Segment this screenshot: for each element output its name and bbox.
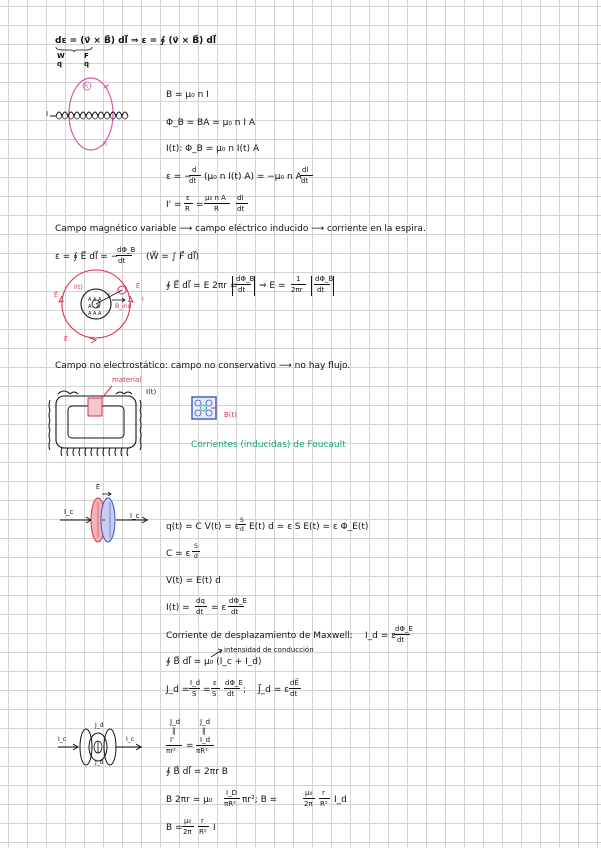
foucault-caption: Corrientes (inducidas) de Foucault	[191, 440, 346, 450]
current-density-sep: ;	[243, 685, 247, 695]
field-inner-d1: 2π	[183, 828, 192, 836]
voltage-eq: V(t) = E(t) d	[166, 576, 221, 586]
circulation-eq-n2: 1	[296, 275, 301, 283]
circ-density-top: J_d	[95, 722, 104, 729]
ampere-maxwell-eq: ∮ B⃗ dl⃗ = μ₀ (I_c + I_d)	[166, 657, 262, 667]
capacitor-figure	[58, 490, 158, 550]
ampere-inner-eq-lhs: B 2πr = μ₀	[166, 795, 213, 805]
solenoid-loop-figure	[46, 76, 156, 156]
flux-time-eq: I(t): Φ_B = μ₀ n I(t) A	[166, 144, 260, 154]
emf-definition: dε = (v⃗ × B⃗) dl⃗ ⇒ ε = ∮ (v⃗ × B⃗) dl⃗	[55, 36, 216, 46]
faraday-eq-lhs: ε = ∮ E⃗ dl⃗ = −	[55, 252, 119, 262]
field-inner-d2: R²	[199, 828, 207, 836]
stack-n1: I'	[170, 736, 174, 744]
svg-text:A A A: A A A	[88, 311, 102, 317]
current-eq-n1: ε	[186, 194, 190, 202]
capacitance-eq-num: S	[194, 543, 198, 550]
circulation-eq-den: dt	[238, 286, 246, 294]
charge-eq-rest: E(t) d = ε S E(t) = ε Φ_E(t)	[249, 522, 369, 532]
svg-text:A A A: A A A	[88, 297, 102, 303]
ampere-inner-mid: πr²; B =	[242, 795, 278, 805]
induced-field-label: B_ind	[115, 303, 132, 310]
current-density-n1: I_d	[190, 679, 201, 687]
emf-eq-d: d	[192, 166, 197, 174]
conduction-current-right: I_c	[130, 512, 140, 520]
current-charge-eq-lhs: I(t) =	[166, 603, 190, 613]
time-current-label: I(t)	[74, 284, 83, 291]
circ-density-bottom: J_d	[95, 759, 104, 766]
circulation-eq-num: dΦ_B	[236, 275, 255, 283]
emf-eq-dI: dI	[302, 166, 309, 174]
ampere-inner-end: I_d	[334, 795, 347, 805]
emf-eq-dt2: dt	[301, 177, 309, 185]
capacitance-eq-lhs: C = ε	[166, 549, 191, 559]
induced-field-figure	[50, 266, 160, 346]
material-label: material	[112, 376, 142, 384]
charge-eq-num: S	[240, 517, 244, 524]
faraday-eq-num: dΦ_B	[117, 246, 136, 254]
ampere-inner-d3: R²	[320, 800, 328, 808]
ampere-inner-n: I_D	[226, 789, 237, 797]
current-density-n4: dE⃗	[290, 679, 299, 687]
fraction-w-den: q	[57, 60, 63, 68]
varying-field-label: B(t)	[224, 411, 238, 419]
induced-current-label: I'	[106, 84, 110, 91]
current-density-d1: S	[192, 690, 197, 698]
field-inner-n1: μ₀	[184, 817, 192, 825]
current-eq-n2: μ₀ n A	[205, 194, 226, 202]
ampere-inner-n3: r	[322, 789, 325, 797]
current-eq-d3: dt	[237, 205, 245, 213]
field-inner-eq-lhs: B =	[166, 823, 183, 833]
emf-eq-lhs: ε = −	[166, 172, 192, 182]
circulation-eq-d3: dt	[317, 286, 325, 294]
faraday-eq-den: dt	[118, 257, 126, 265]
flux-eq: Φ_B = BA = μ₀ n I A	[166, 118, 256, 128]
ampere-inner-d2: 2π	[304, 800, 313, 808]
conduction-current-left: I_c	[64, 508, 74, 516]
svg-text:A · A: A · A	[88, 304, 100, 310]
ampere-inner-d: πR²	[224, 800, 236, 808]
stack-equal-left: ‖	[172, 727, 176, 735]
current-density-d2: S	[212, 690, 217, 698]
circulation-eq-lhs: ∮ E⃗ dl⃗ = E 2πr =	[166, 281, 238, 291]
emf-eq-mid: (μ₀ n I(t) A) = −μ₀ n A	[204, 172, 302, 182]
current-density-n2: ε	[213, 679, 217, 687]
current-density-n3: dΦ_E	[225, 679, 243, 687]
coil-current-label: I	[46, 110, 49, 118]
circ-conduction-left: I_c	[58, 736, 67, 743]
circulation-eq-n3: dΦ_B	[315, 275, 334, 283]
field-inner-n2: r	[201, 817, 204, 825]
conduction-note: intensidad de conducción	[224, 646, 314, 654]
current-eq-d2: R	[214, 205, 219, 213]
current-direction-label: I	[142, 296, 144, 303]
radius-label: r	[108, 292, 111, 299]
current-eq-lhs: I' =	[166, 200, 182, 210]
loop-resistance-label: R	[103, 141, 108, 148]
circ-conduction-right: I_c	[126, 736, 135, 743]
ampere-inner-n2: μ₀	[305, 789, 313, 797]
current-density-d4: dt	[290, 690, 298, 698]
current-charge-eq-den2: dt	[231, 608, 239, 616]
current-charge-eq-num2: dΦ_E	[229, 597, 247, 605]
stack-n2: I_d	[200, 736, 211, 744]
current-density-eq-lhs: J_d =	[166, 685, 190, 695]
current-charge-eq-num: dq	[196, 597, 205, 605]
stack-d2: πR²	[196, 747, 208, 755]
current-density-d3: dt	[227, 690, 235, 698]
displacement-eq-num: dΦ_E	[395, 625, 413, 633]
circulation-eq-d2: 2πr	[291, 286, 303, 294]
displacement-current-eq: I_d = ε	[365, 631, 396, 641]
work-note: (W⃗ = ∫ F⃗ dl⃗)	[146, 252, 199, 262]
current-charge-eq-mid: = ε	[211, 603, 227, 613]
fraction-f-num: F	[84, 52, 89, 60]
current-density-eq: =	[203, 685, 211, 695]
displacement-eq-den: dt	[397, 636, 405, 644]
current-eq-eq: =	[196, 200, 204, 210]
current-eq-n3: dI	[237, 194, 244, 202]
capacitance-eq-den: d	[194, 553, 198, 560]
charge-eq-den: d	[240, 526, 244, 533]
field-arrow-bottom-label: E⃗	[64, 336, 68, 343]
maxwell-text: Corriente de desplazamiento de Maxwell:	[166, 631, 353, 641]
fraction-w-num: W	[57, 52, 65, 60]
induction-sentence: Campo magnético variable ⟶ campo eléctrico inducido ⟶ corriente en la espira.	[55, 224, 426, 234]
charge-eq: q(t) = C V(t) = ε	[166, 522, 240, 532]
emf-eq-dt: dt	[189, 177, 197, 185]
toroid-current-label: I(t)	[146, 388, 157, 396]
field-solenoid-eq: B = μ₀ n I	[166, 90, 209, 100]
current-eq-d1: R	[185, 205, 190, 213]
eddy-currents-square	[191, 396, 219, 422]
current-density-vector: J⃗_d = ε	[258, 685, 289, 695]
stack-equal-right: ‖	[202, 727, 206, 735]
capacitor-field-label: E⃗	[96, 484, 100, 491]
stack-top-left: J_d	[170, 718, 181, 726]
nonconservative-sentence: Campo no electrostático: campo no conservativo ⟶ no hay flujo.	[55, 361, 351, 371]
fraction-f-den: q	[84, 60, 90, 68]
stack-top-right: J_d	[200, 718, 211, 726]
stack-eq-sign: =	[186, 741, 194, 751]
field-arrow-left-label: E⃗	[54, 292, 58, 299]
loop-radius-label: R	[84, 83, 89, 90]
stack-d1: πr²	[166, 747, 176, 755]
field-inner-end: I	[213, 823, 216, 833]
circulation-eq-mid: ⇒ E =	[259, 281, 286, 291]
current-charge-eq-den: dt	[196, 608, 204, 616]
field-arrow-right-label: E⃗	[136, 283, 140, 290]
circular-circulation-eq: ∮ B⃗ dl⃗ = 2πr B	[166, 767, 228, 777]
